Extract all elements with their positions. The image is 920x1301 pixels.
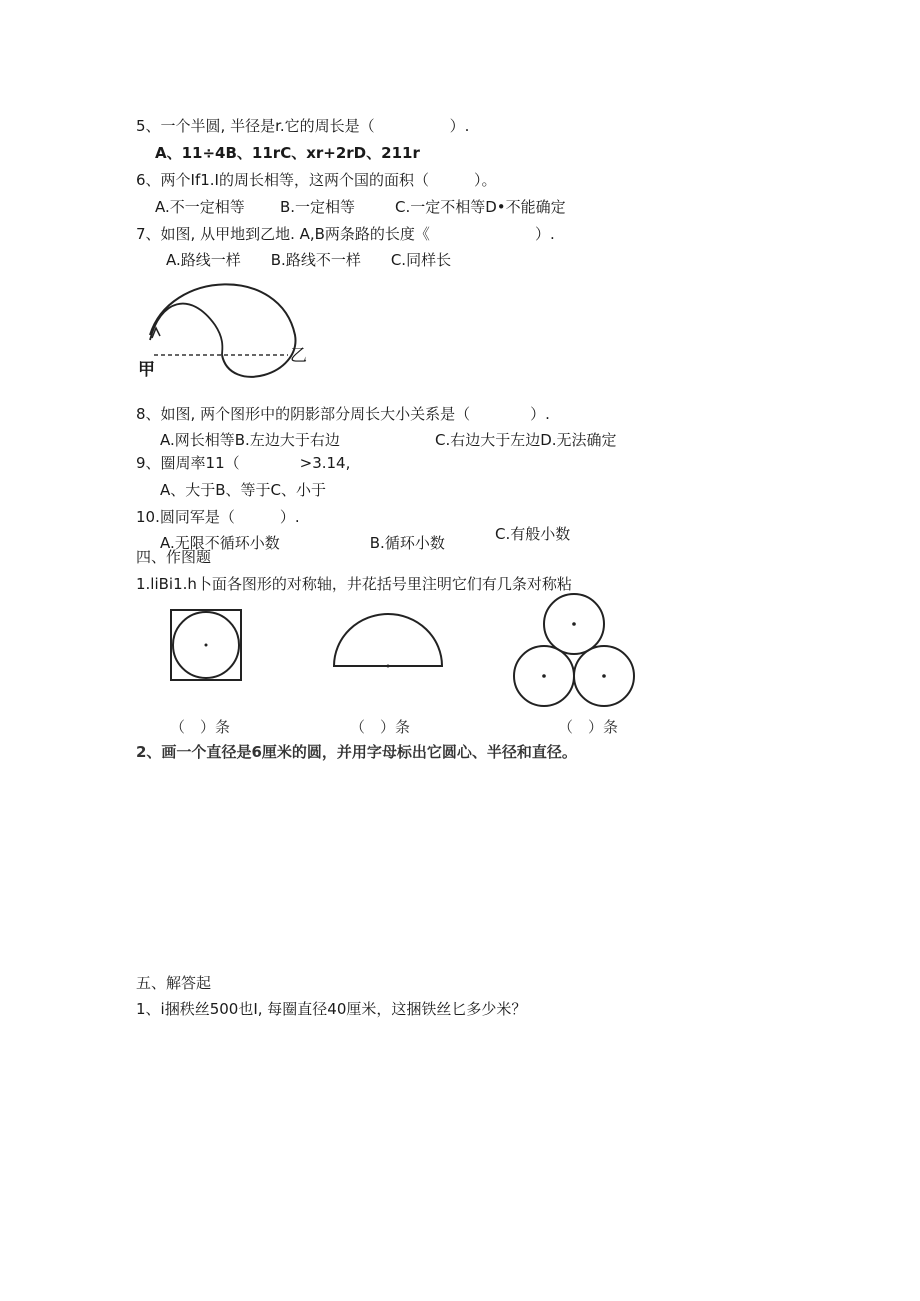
route-b-path: [150, 304, 222, 355]
section4-q1: 1.liBi1.h卜面各图形的对称轴，井花括号里注明它们有几条对称粘: [136, 575, 572, 593]
q6-option-cd: C.一定不相等D•不能确定: [395, 198, 566, 216]
section5-q1: 1、i捆秩丝500也I, 每圈直径40厘米，这捆铁丝匕多少米？: [136, 1000, 527, 1018]
fig-three-circles: [512, 592, 637, 710]
q8-stem: 8、如图, 两个图形中的阴影部分周长大小关系是（ ）.: [136, 405, 550, 423]
q8-option-ab: A.网长相等B.左边大于右边: [160, 431, 340, 449]
q10-option-c: C.有般小数: [495, 525, 571, 543]
semicircle-shape: [334, 614, 442, 666]
q7-route-figure: [130, 280, 320, 390]
q6-option-b: B.一定相等: [280, 198, 356, 216]
q10-stem: 10.圆同军是（ ）.: [136, 508, 300, 526]
q7-options-cut: A.路线一样 B.路线不一样 C.同样长: [136, 251, 452, 269]
q5-stem: 5、一个半圆, 半径是r.它的周长是（ ）.: [136, 117, 470, 135]
center-dot: [602, 674, 606, 678]
q9-stem: 9、圈周率11（ >3.14,: [136, 454, 351, 472]
fig-square-circle: [170, 609, 242, 681]
q10-options-cut: A.无限不循环小数 B.循环小数: [160, 534, 445, 552]
center-dot: [205, 644, 208, 647]
q7-label-end: 乙: [290, 346, 307, 366]
section4-title: 四、作图题: [136, 548, 212, 566]
q7-stem: 7、如图, 从甲地到乙地. A,B两条路的长度《 ）.: [136, 225, 555, 243]
center-dot: [572, 622, 576, 626]
q8-option-cd: C.右边大于左边D.无法确定: [435, 431, 617, 449]
fig3-caption: （ ）条: [558, 718, 619, 736]
route-a-path: [150, 284, 295, 376]
q6-option-a: A.不一定相等: [155, 198, 245, 216]
center-dot: [387, 665, 390, 668]
fig1-caption: （ ）条: [170, 718, 231, 736]
center-dot: [542, 674, 546, 678]
q7-label-start: 甲: [138, 360, 155, 380]
section5-title: 五、解答起: [136, 974, 212, 992]
section4-q2: 2、画一个直径是6厘米的圆，并用字母标出它圆心、半径和直径。: [136, 743, 577, 761]
q6-stem: 6、两个If1.I的周长相等，这两个国的面积（ ）。: [136, 171, 497, 189]
q5-options: A、11÷4B、11rC、xr+2rD、211r: [155, 144, 420, 162]
fig-semicircle: [333, 613, 443, 669]
q9-options: A、大于B、等于C、小于: [160, 481, 327, 499]
fig2-caption: （ ）条: [350, 718, 411, 736]
